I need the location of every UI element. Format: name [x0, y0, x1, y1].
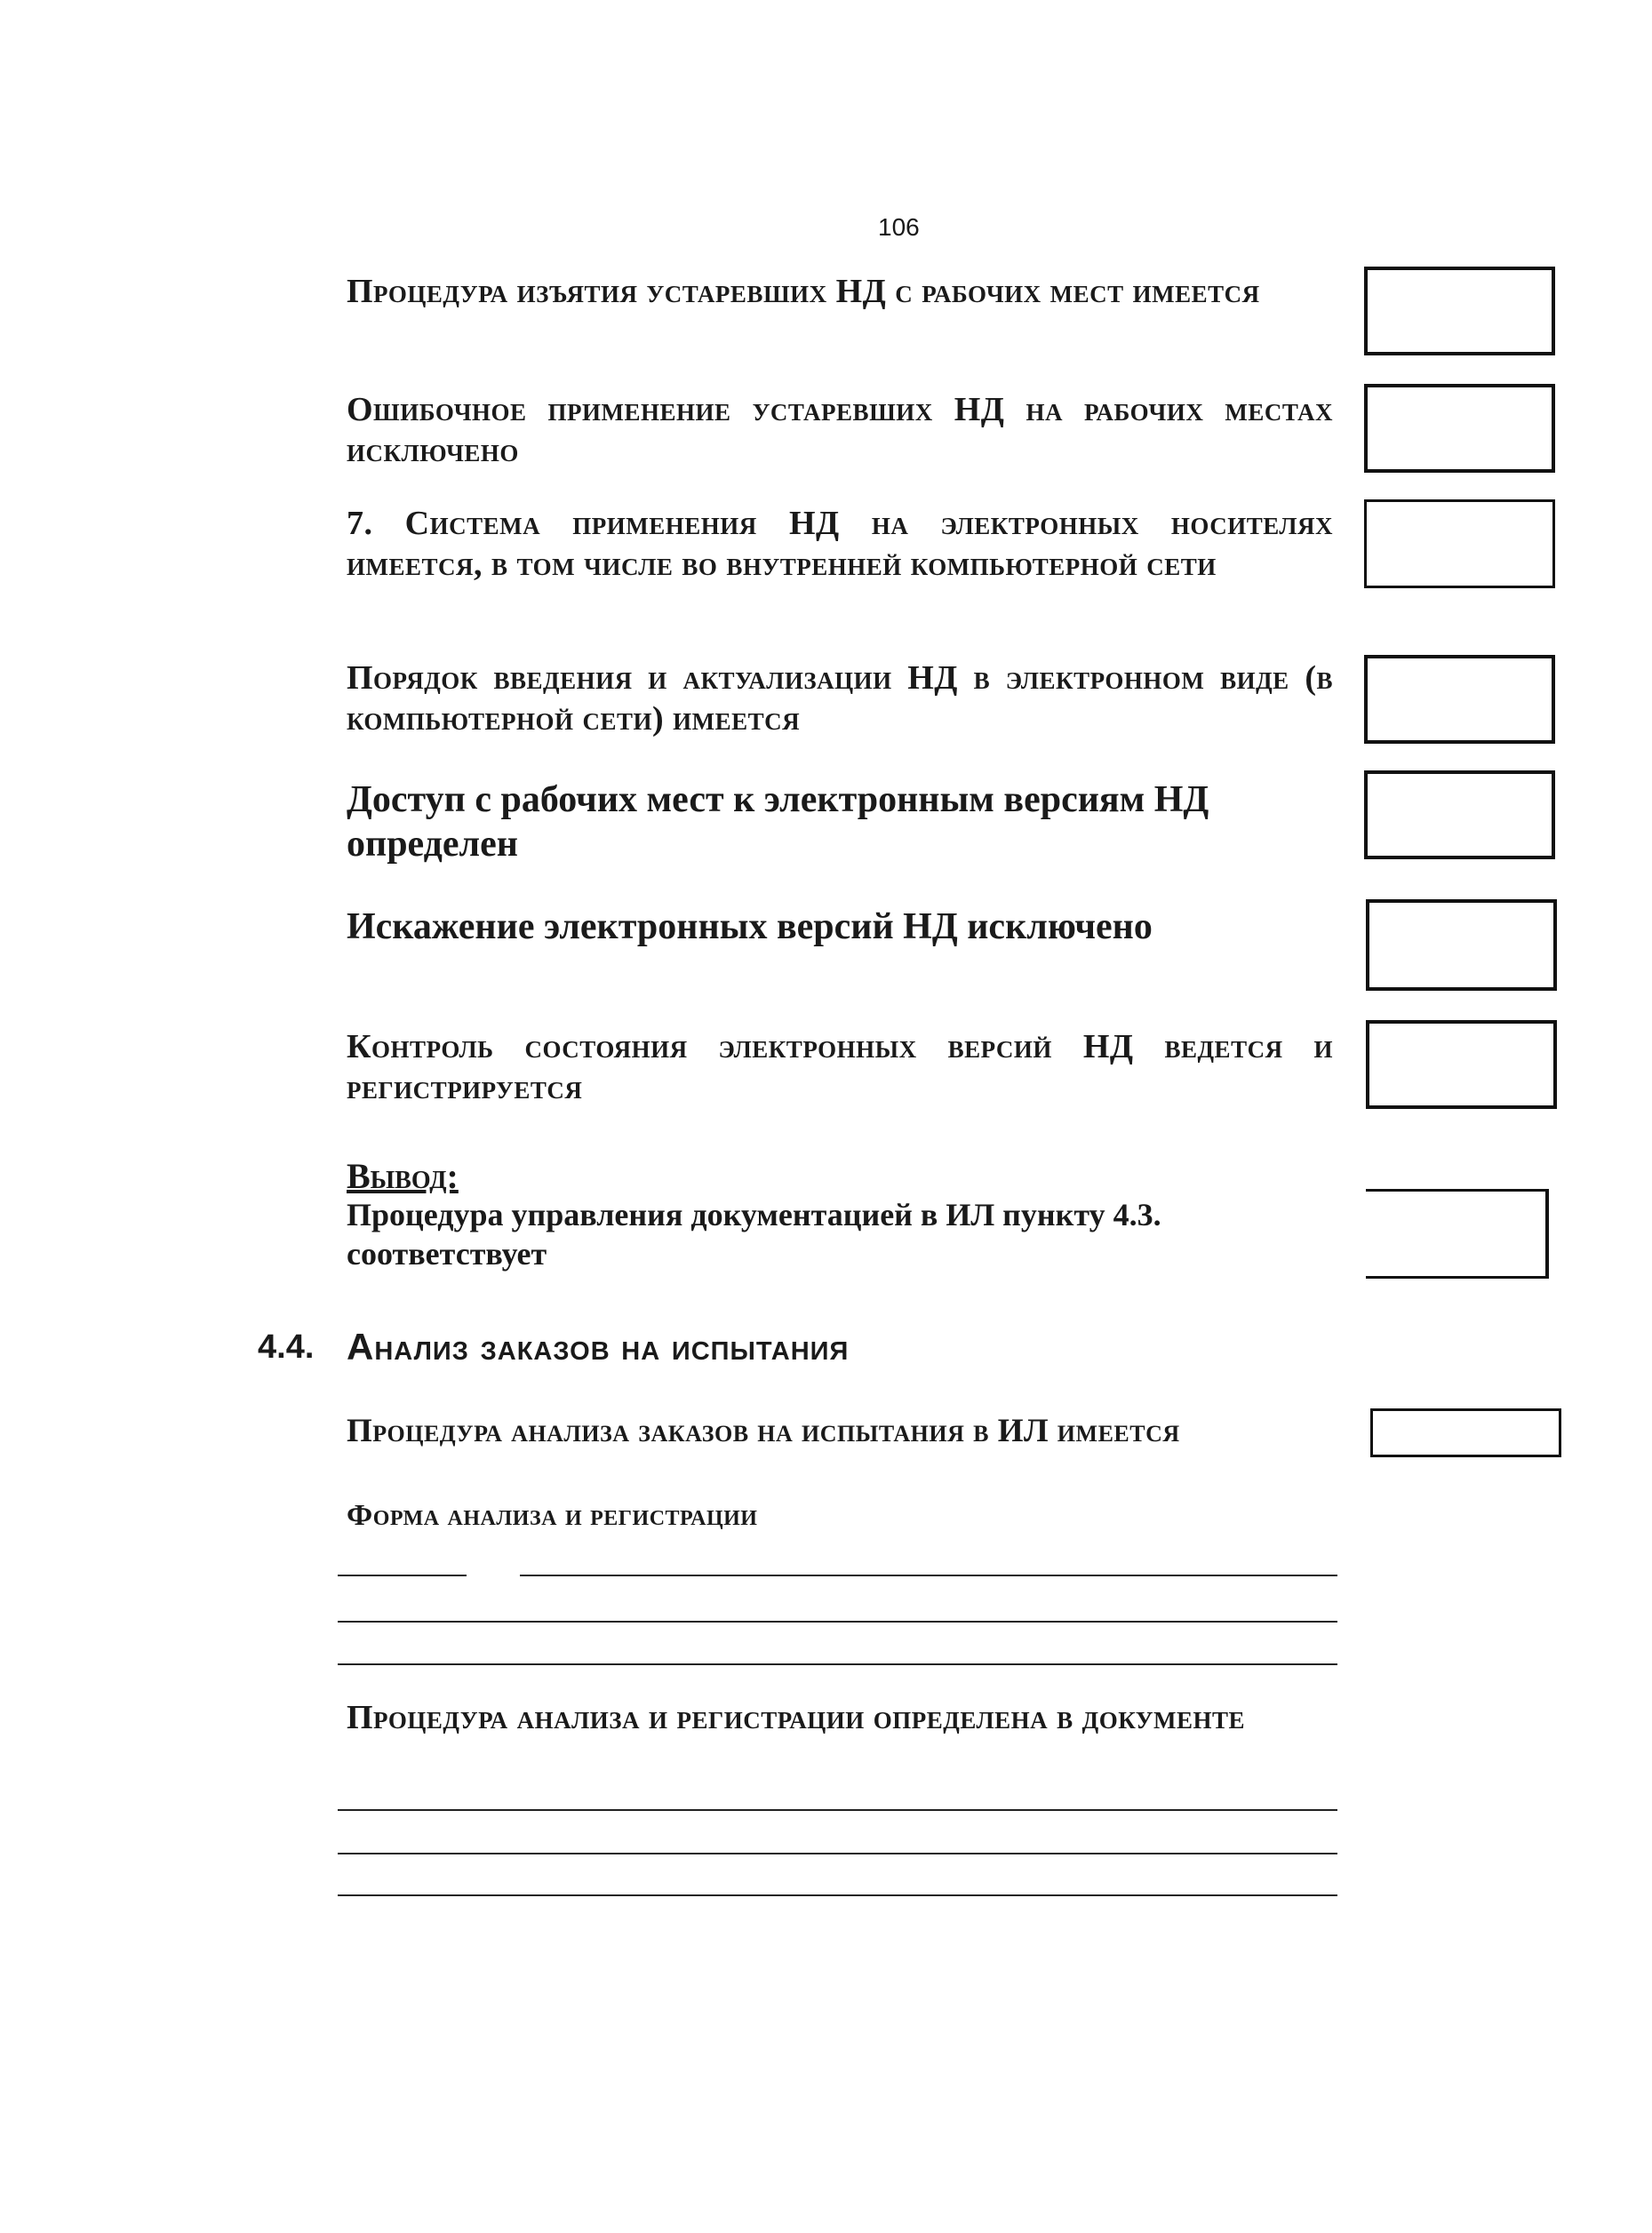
item-withdrawal-procedure: Процедура изъятия устаревших НД с рабочих мест имеется — [347, 273, 1260, 310]
checkbox-withdrawal-procedure[interactable] — [1364, 267, 1555, 355]
section-title: Анализ заказов на испытания — [347, 1326, 850, 1368]
checkbox-distortion-excluded[interactable] — [1366, 899, 1557, 991]
item-access-defined: Доступ с рабочих мест к электронным версиям НД определен — [347, 779, 1209, 865]
item-electronic-system: 7. Система применения НД на электронных носителях имеется, в том числе во внутренней компьютерной сети — [347, 505, 1333, 583]
checkbox-erroneous-use-excluded[interactable] — [1364, 384, 1555, 473]
checkbox-electronic-system[interactable] — [1364, 499, 1555, 588]
item-update-order: Порядок введения и актуализации НД в электронном виде (в компьютерной сети) имеется — [347, 659, 1333, 738]
item-state-control: Контроль состояния электронных версий НД ведется и регистрируется — [347, 1028, 1333, 1106]
conclusion-heading: Вывод: — [347, 1156, 459, 1196]
item-erroneous-use-excluded: Ошибочное применение устаревших НД на рабочих местах исключено — [347, 391, 1333, 469]
checkbox-update-order[interactable] — [1364, 655, 1555, 744]
conclusion-text: Процедура управления документацией в ИЛ пункту 4.3. соответствует — [347, 1197, 1161, 1272]
checkbox-access-defined[interactable] — [1364, 770, 1555, 859]
form-label: Форма анализа и регистрации — [347, 1499, 758, 1532]
page-number: 106 — [878, 213, 920, 241]
checkbox-order-analysis-procedure[interactable] — [1370, 1408, 1561, 1457]
item-order-analysis-procedure: Процедура анализа заказов на испытания в ИЛ имеется — [347, 1413, 1180, 1449]
item-defined-in-document: Процедура анализа и регистрации определена в документе — [347, 1699, 1246, 1736]
section-number: 4.4. — [258, 1328, 315, 1366]
checkbox-state-control[interactable] — [1366, 1020, 1557, 1109]
item-distortion-excluded: Искажение электронных версий НД исключено — [347, 906, 1153, 947]
